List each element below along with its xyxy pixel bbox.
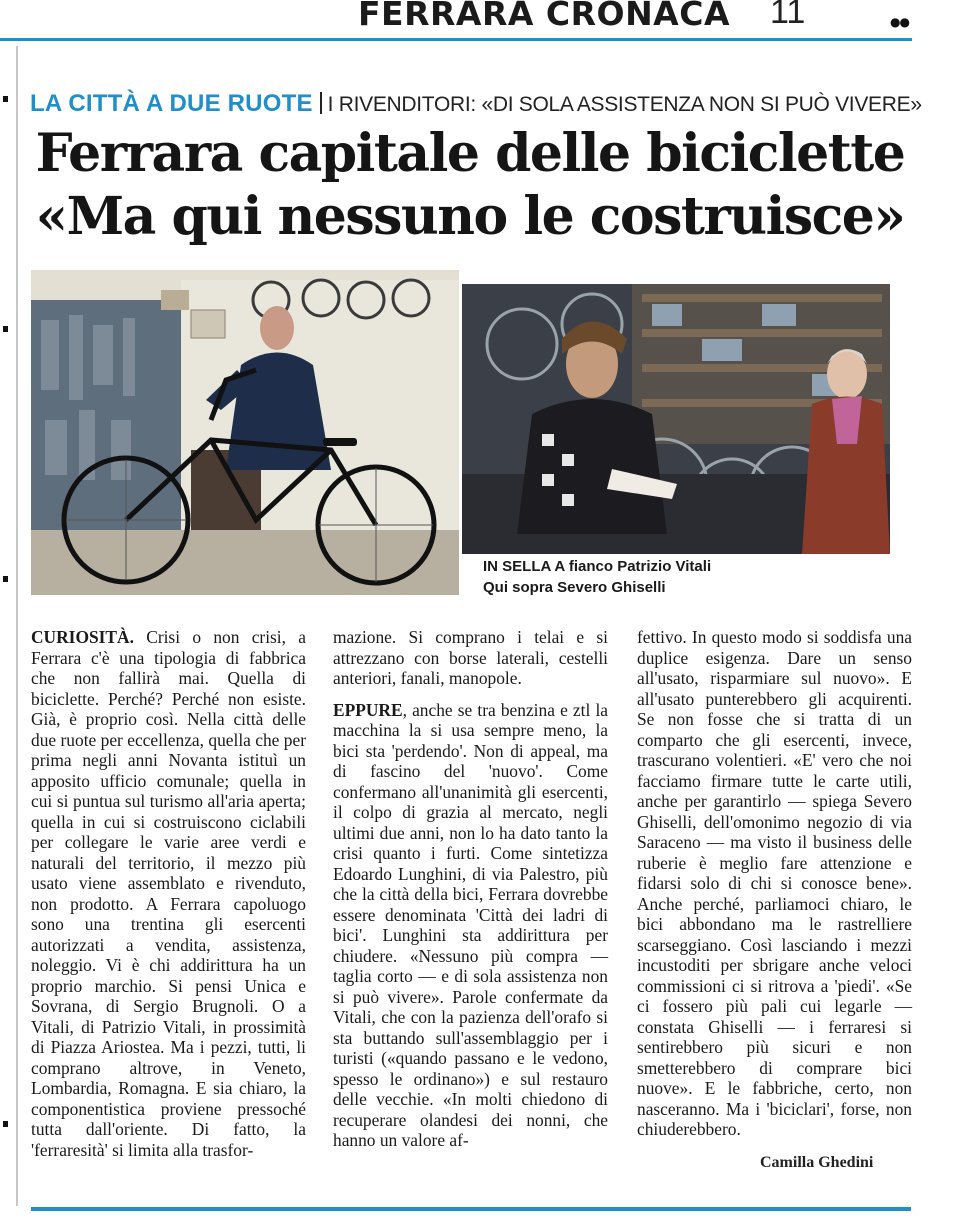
margin-mark <box>3 1121 8 1127</box>
margin-mark <box>3 96 8 102</box>
kicker-label: LA CITTÀ A DUE RUOTE <box>30 90 313 117</box>
kicker-separator <box>320 92 322 114</box>
kicker-subtitle: I RIVENDITORI: «DI SOLA ASSISTENZA NON SI PUÒ VIVERE» <box>327 93 922 116</box>
headline-line-1: Ferrara capitale delle biciclette <box>35 123 905 184</box>
paragraph-text: mazione. Si comprano i telai e si attrezzano con borse laterali, cestelli anteriori, fanali, manopole. <box>333 627 608 688</box>
section-name: FERRARA CRONACA <box>358 0 730 33</box>
header-dots-ornament: ●● <box>890 15 909 29</box>
article-column-1 <box>31 627 306 1160</box>
paragraph <box>333 627 608 689</box>
paragraph <box>637 627 912 1140</box>
paragraph-text: fettivo. In questo modo si soddisfa una duplice esigenza. Dare un senso all'usato, risparmiare sul nuovo». E all'usato punterebbero gli acquirenti. Se non fosse che si tratta di un comparto che gli esercenti, invece, trascurano volentieri. «E' vero che noi facciamo firmare tutte le carte utili, anche per garantirlo — spiega Severo Ghiselli, dell'omonimo negozio di via Saraceno — ma visto il business delle ruberie è meglio fare attenzione e fidarsi solo di chi si conosce bene». Anche perché, parliamoci chiaro, le bici abbondano ma le rastrelliere scarseggiano. Così lasciando i mezzi incustoditi per sbrigare anche veloci commissioni ci si ritrova a 'piedi'. «Se ci fossero più pali cui legarle — constata Ghiselli — i ferraresi si sentirebbero più sicuri e non smetterebbero di comprare bici nuove». E le fabbriche, certo, non nasceranno. Ma i 'biciclari', forse, non chiuderebbero. <box>637 627 912 1139</box>
photo-patrizio-vitali <box>31 270 459 595</box>
article-headline <box>30 122 910 248</box>
margin-mark <box>3 576 8 582</box>
paragraph <box>333 700 608 1151</box>
article-column-3 <box>637 627 912 1140</box>
article-kicker <box>30 90 922 118</box>
paragraph-text: Crisi o non crisi, a Ferrara c'è una tipologia di fabbrica che non fallirà mai. Quella di biciclette. Perché? Perché non esiste. Già, è proprio così. Nella città delle due ruote per eccellenza, quella che per prima negli anni Novanta istituì un apposito ufficio comunale; quella in cui si puntua sul turismo all'aria aperta; quella in cui si costruiscono ciclabili per collegare le varie aree verdi e naturali del territorio, il mezzo più usato viene assemblato e rivenduto, non prodotto. A Ferrara capoluogo sono una trentina gli esercenti autorizzati a vendita, assistenza, noleggio. Vi è chi addirittura ha un proprio marchio. Si pensi Unica e Sovrana, di Sergio Brugnoli. O a Vitali, di Patrizio Vitali, in prossimità di Piazza Ariostea. Ma i pezzi, tutti, li comprano altrove, in Veneto, Lombardia, Romagna. E sia chiaro, la componentistica proviene pressoché tutta dall'oriente. Di fatto, la 'ferraresità' si limita alla trasfor- <box>31 627 306 1160</box>
page-number: 11 <box>770 0 806 31</box>
page-header <box>0 0 958 44</box>
footer-rule <box>31 1207 911 1211</box>
paragraph <box>31 627 306 1160</box>
column-divider <box>16 46 18 1206</box>
paragraph-text: , anche se tra benzina e ztl la macchina la si usa sempre meno, la bici sta 'perdendo'. Non di appeal, ma di fascino del 'nuovo'. Come confermano all'unanimità gli esercenti, il colpo di grazia al mercato, negli ultimi due anni, non lo ha dato tanto la crisi quanto i furti. Come sintetizza Edoardo Lunghini, di via Palestro, più che la città della bici, Ferrara dovrebbe essere denominata 'Città dei ladri di bici'. Lunghini sta addirittura per chiudere. «Nessuno più compra — taglia corto — e di sola assistenza non si può vivere». Parole confermate da Vitali, che con la pazienza dell'orafo si sta buttando sull'assemblaggio per i turisti («quando passano e le vedono, spesso le ordinano») e sul restauro delle vecchie. «In molti chiedono di recuperare olandesi dei nonni, che hanno un valore af- <box>333 699 608 1150</box>
header-rule <box>0 38 912 41</box>
caption-lead: IN SELLA <box>483 558 551 575</box>
margin-mark <box>3 326 8 332</box>
photo-caption <box>483 556 863 598</box>
adjacent-page-margin <box>0 46 20 1211</box>
headline-line-2: «Ma qui nessuno le costruisce» <box>35 186 905 247</box>
caption-line-2: Qui sopra Severo Ghiselli <box>483 579 666 596</box>
article-byline: Camilla Ghedini <box>760 1154 874 1171</box>
paragraph-lead: CURIOSITÀ. <box>31 627 134 647</box>
paragraph-lead: EPPURE <box>333 699 403 720</box>
article-column-2 <box>333 627 608 1151</box>
caption-line-1: A fianco Patrizio Vitali <box>554 558 712 575</box>
photo-severo-ghiselli <box>462 284 890 554</box>
